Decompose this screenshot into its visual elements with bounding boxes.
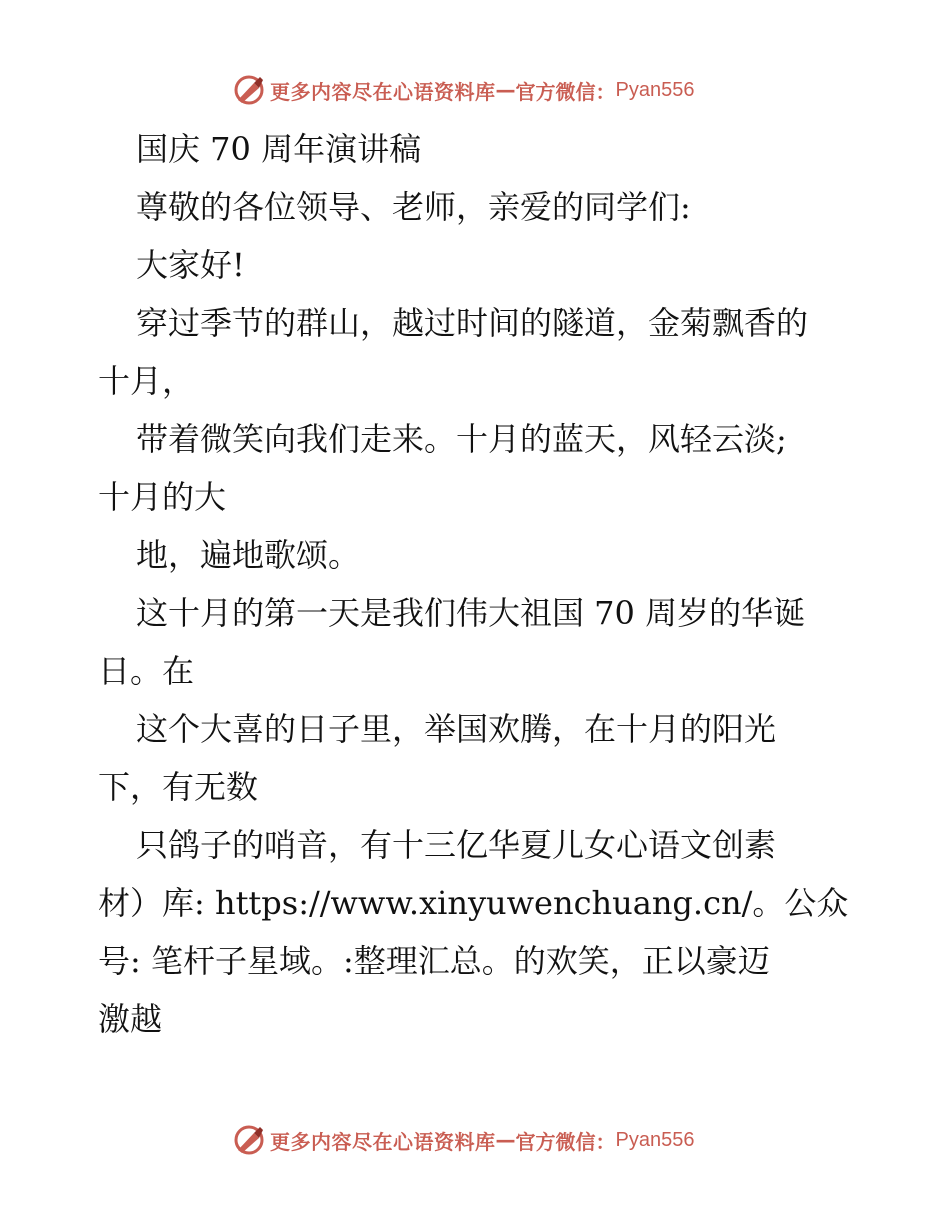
paragraph-line: 下，有无数 <box>98 768 259 806</box>
wechat-label: 官方微信： <box>515 79 616 104</box>
pen-logo-icon <box>232 1123 266 1157</box>
footer-banner <box>232 1122 694 1158</box>
paragraph-line: 十月， <box>98 362 195 400</box>
paragraph-line: 带着微笑向我们走来。十月的蓝天，风轻云淡; <box>136 420 787 458</box>
document-title: 国庆 70 周年演讲稿 <box>136 130 422 168</box>
paragraph-line: 日。在 <box>98 652 195 690</box>
pen-logo-icon <box>232 73 266 107</box>
paragraph-line: 大家好! <box>136 246 245 284</box>
banner-text: 更多内容尽在心语资料库 <box>270 1129 496 1154</box>
banner-separator: — <box>495 1128 516 1152</box>
paragraph-line: 只鸽子的哨音，有十三亿华夏儿女心语文创素 <box>136 826 777 864</box>
paragraph-line: 尊敬的各位领导、老师，亲爱的同学们: <box>136 188 691 226</box>
wechat-label: 官方微信： <box>515 1129 616 1154</box>
wechat-id: Pyan556 <box>615 1128 695 1151</box>
banner-text: 更多内容尽在心语资料库 <box>270 79 496 104</box>
paragraph-line: 激越 <box>98 1000 163 1038</box>
paragraph-line: 材）库: https://www.xinyuwenchuang.cn/。公众 <box>98 884 849 922</box>
paragraph-line: 这个大喜的日子里，举国欢腾，在十月的阳光 <box>136 710 777 748</box>
paragraph-line: 地，遍地歌颂。 <box>136 536 361 574</box>
paragraph-line: 号: 笔杆子星域。:整理汇总。的欢笑，正以豪迈 <box>98 942 770 980</box>
wechat-id: Pyan556 <box>615 78 695 101</box>
paragraph-line: 十月的大 <box>98 478 227 516</box>
document-body <box>98 120 858 1048</box>
paragraph-line: 这十月的第一天是我们伟大祖国 70 周岁的华诞 <box>136 594 806 632</box>
header-banner <box>232 72 694 108</box>
banner-separator: — <box>495 78 516 102</box>
paragraph-line: 穿过季节的群山，越过时间的隧道，金菊飘香的 <box>136 304 809 342</box>
